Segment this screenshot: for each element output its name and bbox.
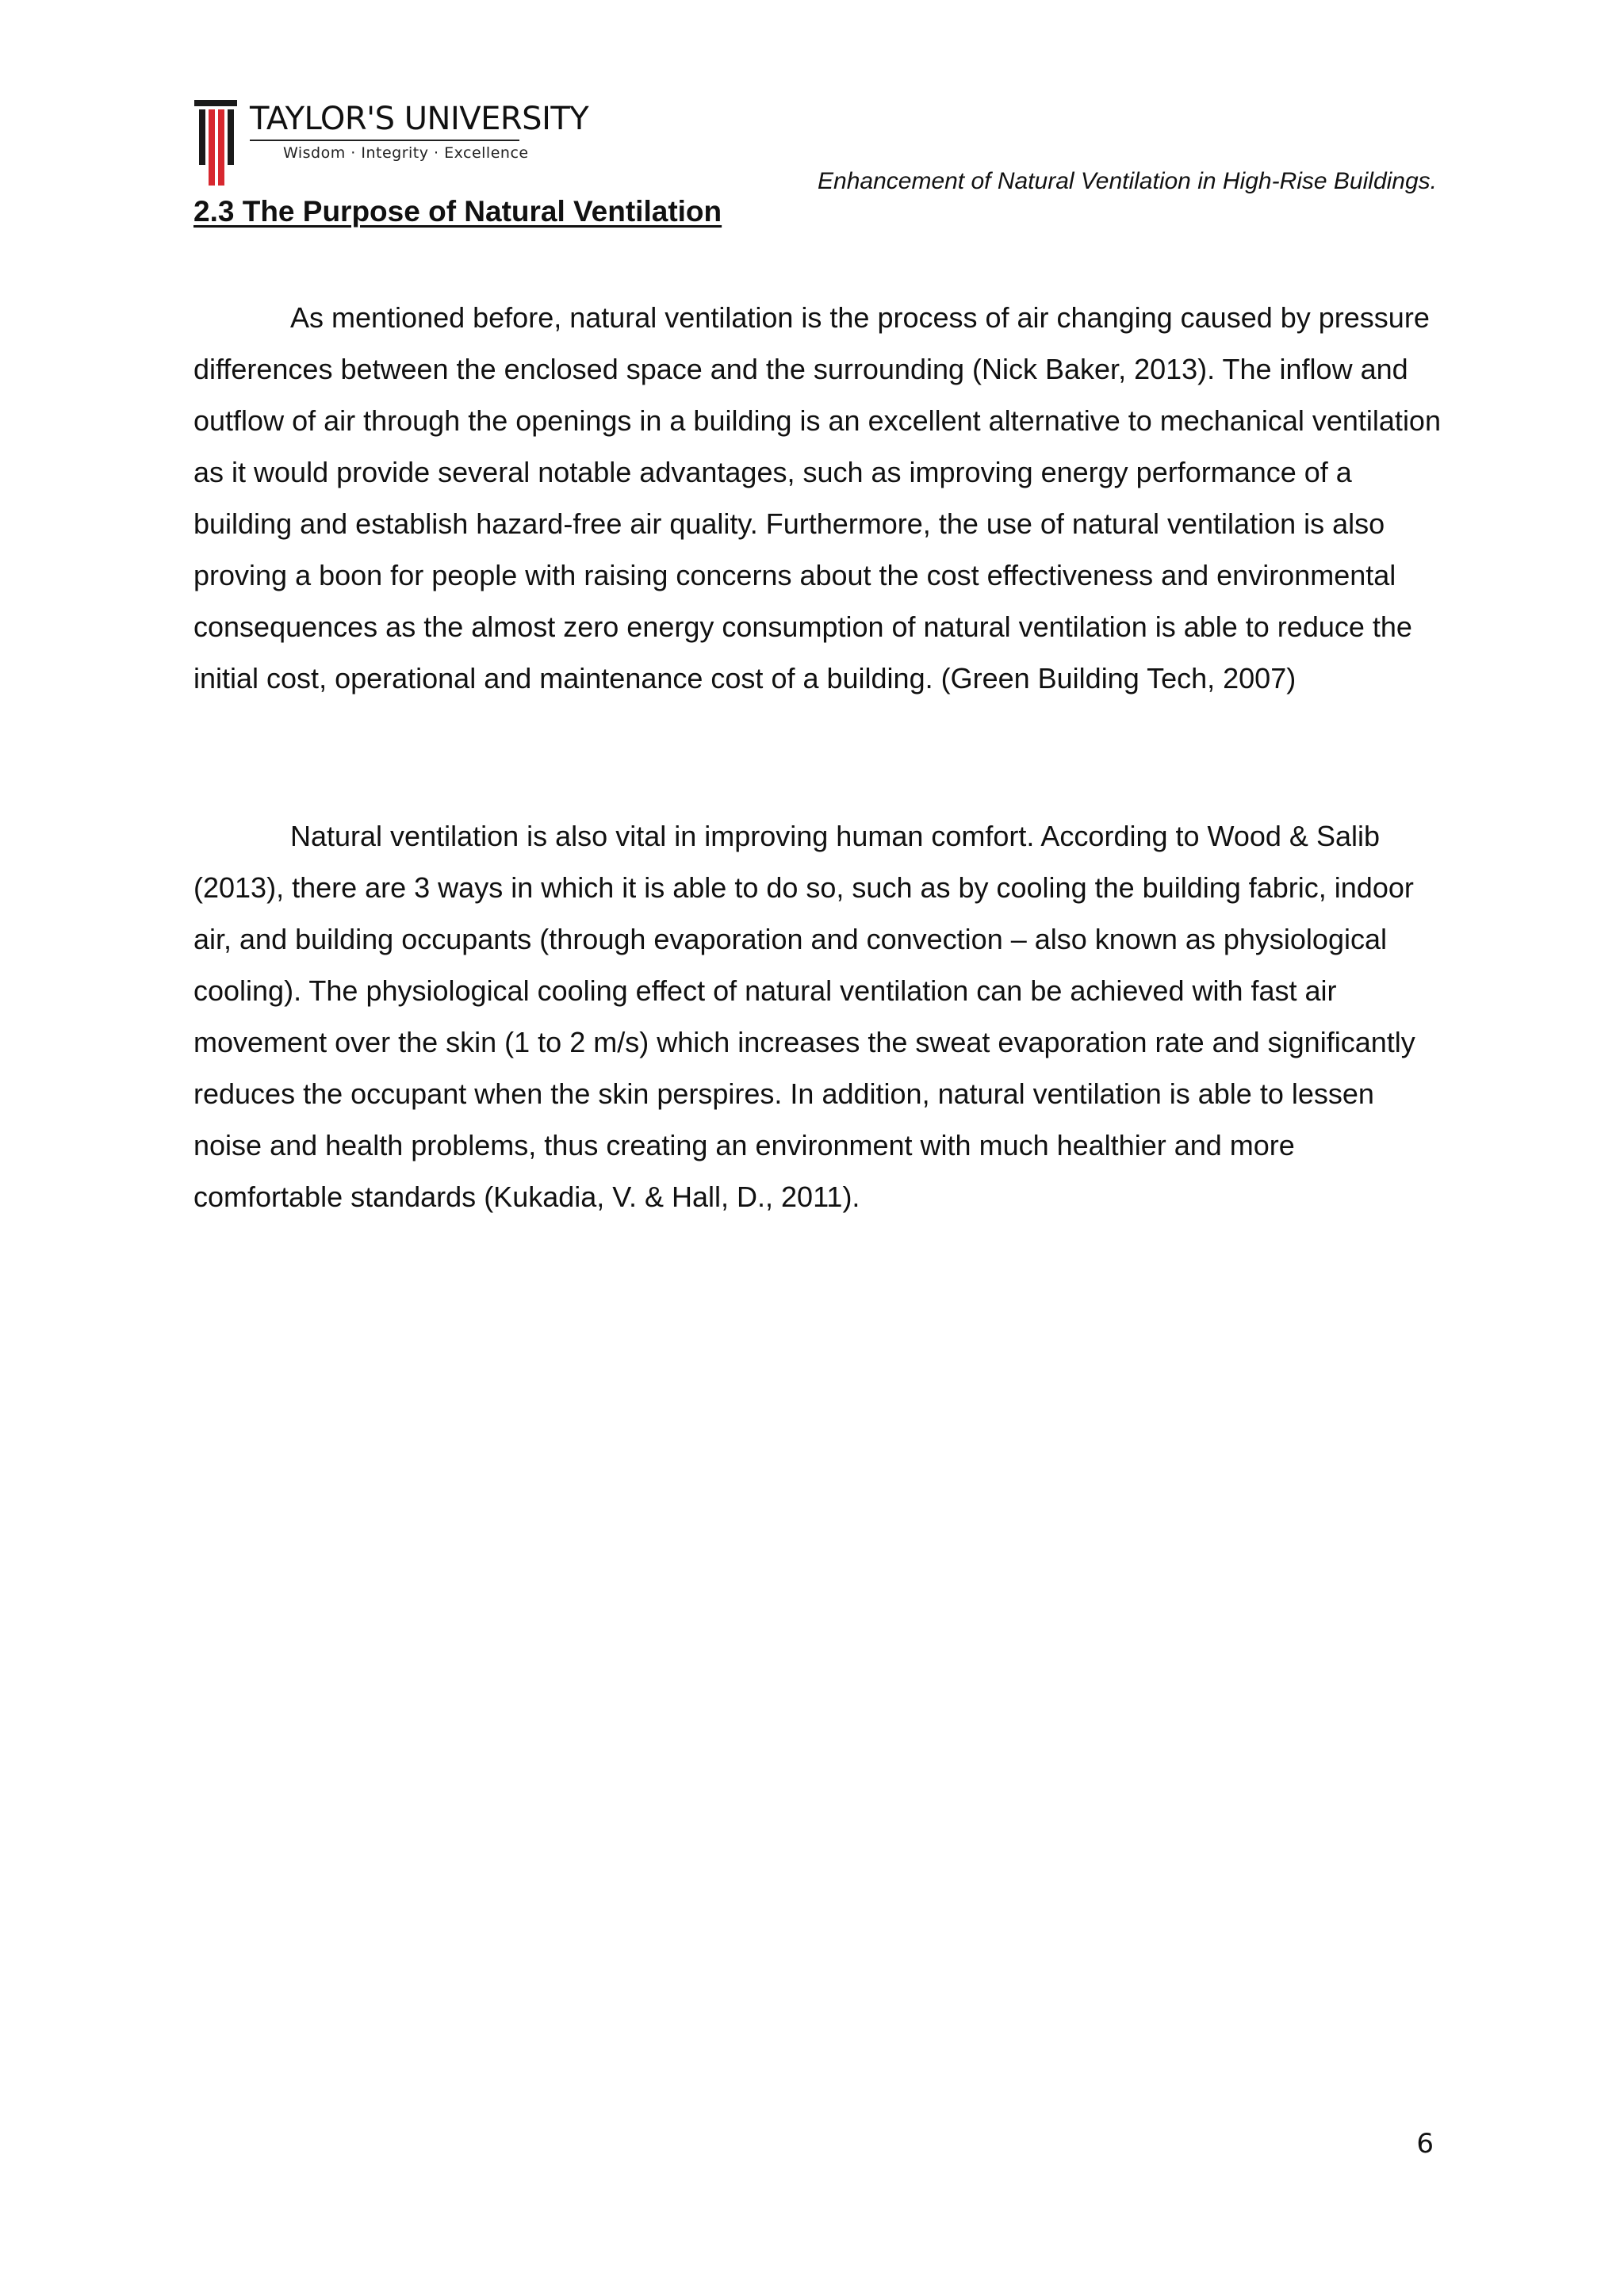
university-logo: [194, 100, 589, 187]
body-paragraph-1: As mentioned before, natural ventilation is the process of air changing caused by pressure differences between the enclosed space and the surrounding (Nick Baker, 2013). The inflow and outflow of air through the openings in a building is an excellent alternative to mechanical ventilation as it would provide several notable advantages, such as improving energy performance of a building and establish hazard-free air quality. Furthermore, the use of natural ventilation is also proving a boon for people with raising concerns about the cost effectiveness and environmental consequences as the almost zero energy consumption of natural ventilation is able to reduce the initial cost, operational and maintenance cost of a building. (Green Building Tech, 2007): [193, 301, 1441, 695]
body-paragraph-2: Natural ventilation is also vital in improving human comfort. According to Wood & Salib (2013), there are 3 ways in which it is able to do so, such as by cooling the building fabric, indoor air, and building occupants (through evaporation and convection – also known as physiological cooling). The physiological cooling effect of natural ventilation can be achieved with fast air movement over the skin (1 to 2 m/s) which increases the sweat evaporation rate and significantly reduces the occupant when the skin perspires. In addition, natural ventilation is able to lessen noise and health problems, thus creating an environment with much healthier and more comfortable standards (Kukadia, V. & Hall, D., 2011).: [193, 820, 1415, 1213]
logo-tagline: Wisdom · Integrity · Excellence: [283, 144, 529, 162]
running-header-title: Enhancement of Natural Ventilation in High-Rise Buildings.: [818, 168, 1437, 194]
logo-emblem-icon: [194, 100, 237, 187]
logo-divider: [250, 140, 519, 141]
page-number: 6: [1416, 2128, 1434, 2160]
logo-university-name: TAYLOR'S UNIVERSITY: [250, 101, 589, 137]
section-heading: 2.3 The Purpose of Natural Ventilation: [193, 195, 722, 228]
